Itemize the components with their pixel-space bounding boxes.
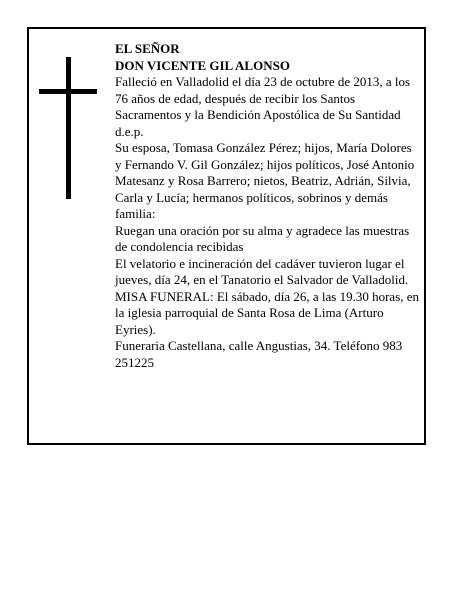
honorific: EL SEÑOR — [115, 41, 180, 56]
notice-body — [115, 41, 421, 371]
wake-paragraph: El velatorio e incineración del cadáver tuvieron lugar el jueves, día 24, en el Tanatorio el Salvador de Valladolid. — [115, 255, 409, 287]
family-paragraph: Su esposa, Tomasa González Pérez; hijos, María Dolores y Fernando V. Gil González; hijos políticos, José Antonio Matesanz y Rosa Barrero; nietos, Beatriz, Adrián, Silvia, Carla y Lucía; hermanos políticos, sobrinos y demás familia: — [115, 140, 415, 221]
funeral-home-paragraph: Funeraria Castellana, calle Angustias, 34. Teléfono 983 251225 — [115, 338, 403, 370]
cross-icon — [39, 57, 97, 199]
death-paragraph: Falleció en Valladolid el día 23 de octubre de 2013, a los 76 años de edad, después de recibir los Santos Sacramentos y la Bendición Apostólica de Su Santidad d.e.p. — [115, 74, 411, 139]
funeral-mass-paragraph: MISA FUNERAL: El sábado, día 26, a las 19.30 horas, en la iglesia parroquial de Santa Rosa de Lima (Arturo Eyries). — [115, 288, 420, 337]
deceased-name: DON VICENTE GIL ALONSO — [115, 57, 290, 73]
obituary-notice — [27, 27, 426, 445]
prayer-request-paragraph: Ruegan una oración por su alma y agradece las muestras de condolencia recibidas — [115, 222, 410, 254]
